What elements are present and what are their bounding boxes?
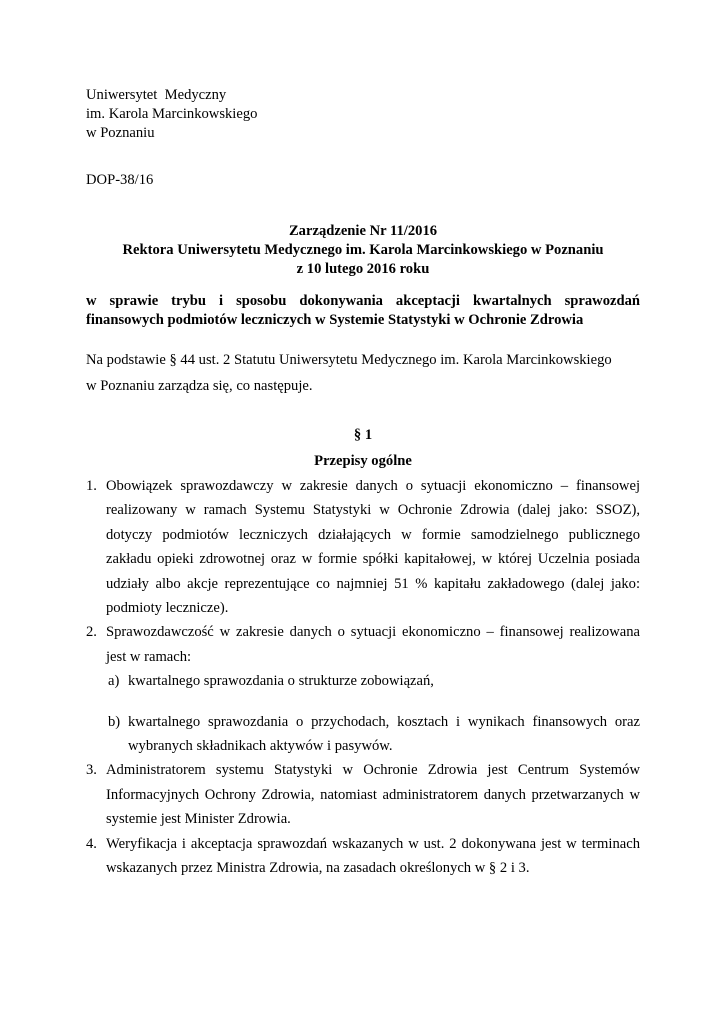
item-text: Obowiązek sprawozdawczy w zakresie danych o sytuacji ekonomiczno – finansowej realizowany w ramach Systemu Statystyki w Ochronie Zdrowia (dalej jako: SSOZ), dotyczy podmiotów leczniczych działających w formie samodzielnego publicznego zakładu opieki zdrowotnej oraz w formie spółki kapitałowej, w której Uczelnia posiada udziały albo akcje reprezentujące co najmniej 51 % kapitału zakładowego (dalej jako: podmioty lecznicze). xyxy=(106,478,640,617)
header-line-3: w Poznaniu xyxy=(86,125,155,141)
list-item xyxy=(86,620,640,669)
section-number: § 1 xyxy=(353,427,373,443)
item-text: Weryfikacja i akceptacja sprawozdań wskazanych w ust. 2 dokonywana jest w terminach wskazanych przez Ministra Zdrowia, na zasadach określonych w § 2 i 3. xyxy=(106,835,640,877)
university-header xyxy=(86,86,257,143)
item-text: Sprawozdawczość w zakresie danych o sytuacji ekonomiczno – finansowej realizowana jest w ramach: xyxy=(106,624,640,665)
title-line-3: z 10 lutego 2016 roku xyxy=(296,261,430,277)
section-title: Przepisy ogólne xyxy=(314,453,412,469)
item-text: Administratorem systemu Statystyki w Ochronie Zdrowia jest Centrum Systemów Informacyjnych Ochrony Zdrowia, natomiast administratorem danych przetwarzanych w systemie jest Minister Zdrowia. xyxy=(106,762,640,828)
document-title xyxy=(86,222,640,279)
document-number: DOP-38/16 xyxy=(86,172,154,188)
document-subject: w sprawie trybu i sposobu dokonywania akceptacji kwartalnych sprawozdań finansowych podmiotów leczniczych w Systemie Statystyki w Ochronie Zdrowia xyxy=(86,293,640,328)
title-line-2: Rektora Uniwersytetu Medycznego im. Karola Marcinkowskiego w Poznaniu xyxy=(122,242,604,258)
item-number: 4. xyxy=(86,835,97,852)
subitem-text: kwartalnego sprawozdania o przychodach, kosztach i wynikach finansowych oraz wybranych składnikach aktywów i pasywów. xyxy=(128,713,640,755)
basis-line-1: Na podstawie § 44 ust. 2 Statutu Uniwersytetu Medycznego im. Karola Marcinkowskiego xyxy=(86,352,612,368)
list-item xyxy=(86,758,640,831)
list-item xyxy=(86,832,640,881)
sub-list-item xyxy=(86,710,640,759)
subitem-text: kwartalnego sprawozdania o strukturze zobowiązań, xyxy=(128,673,434,690)
header-line-1: Uniwersytet Medyczny xyxy=(86,87,227,103)
item-number: 3. xyxy=(86,762,97,779)
basis-line-2: w Poznaniu zarządza się, co następuje. xyxy=(86,378,313,394)
list-item xyxy=(86,474,640,620)
provisions-list xyxy=(86,474,640,881)
item-number: 1. xyxy=(86,478,97,494)
subitem-letter: b) xyxy=(108,713,121,730)
legal-basis xyxy=(86,347,646,399)
header-line-2: im. Karola Marcinkowskiego xyxy=(86,106,258,122)
item-number: 2. xyxy=(86,624,97,641)
sub-list-item xyxy=(86,669,640,693)
spacer xyxy=(86,694,640,710)
title-line-1: Zarządzenie Nr 11/2016 xyxy=(288,223,438,239)
subitem-letter: a) xyxy=(108,673,120,690)
